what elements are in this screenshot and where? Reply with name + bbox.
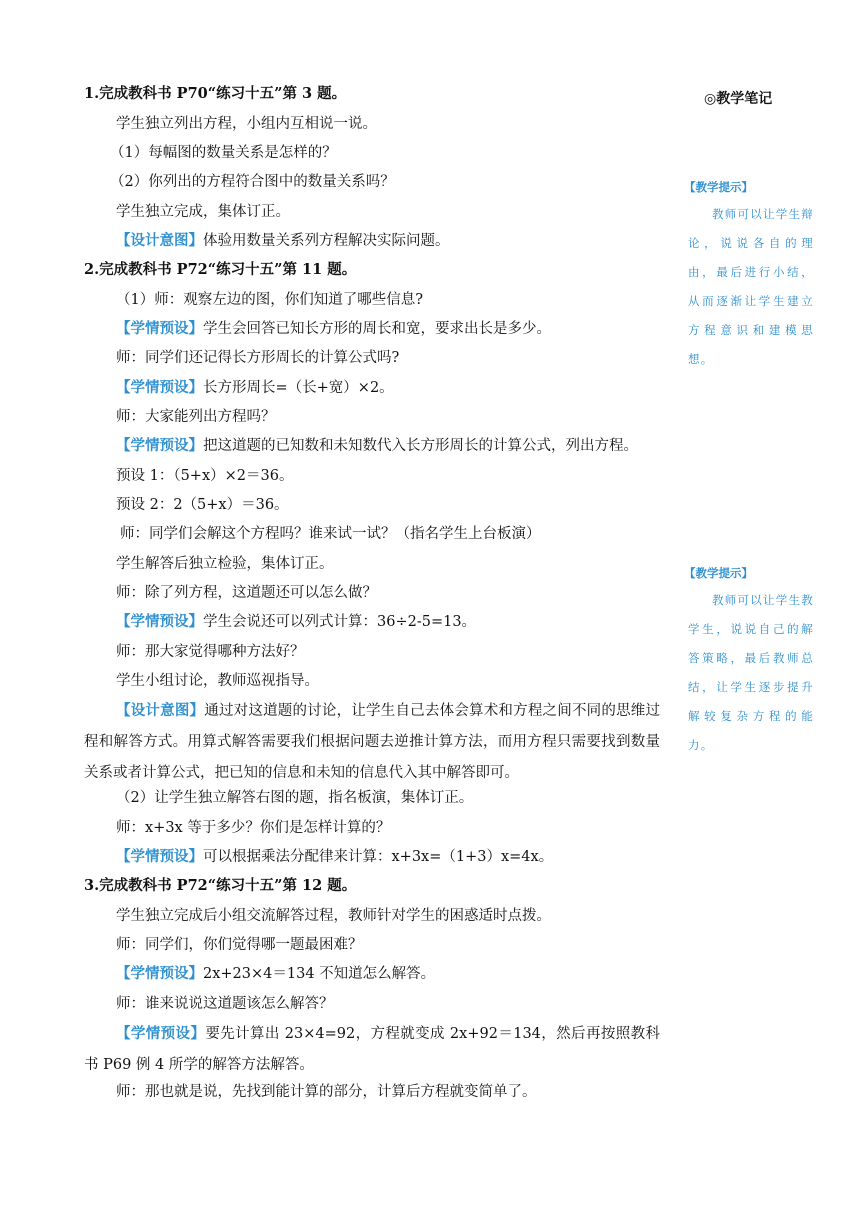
learning-preset-tag: 【学情预设】: [116, 613, 203, 630]
learning-preset-tag: 【学情预设】: [116, 1025, 206, 1042]
teaching-tip-text: 教师可以让学生教学生，说说自己的解答策略，最后教师总结，让学生逐步提升解较复杂方程的能力。: [688, 593, 814, 752]
paragraph: 师：除了列方程，这道题还可以怎么做？: [116, 585, 377, 601]
paragraph: （2）让学生独立解答右图的题，指名板演，集体订正。: [116, 790, 474, 806]
learning-preset: [116, 612, 476, 632]
paragraph: 师：同学们，你们觉得哪一题最困难？: [116, 937, 363, 953]
teaching-tip-1: [684, 178, 814, 374]
paragraph: 学生独立完成后小组交流解答过程，教师针对学生的困惑适时点拨。: [116, 908, 551, 924]
paragraph: 学生解答后独立检验，集体订正。: [116, 556, 334, 572]
learning-preset: [116, 847, 553, 867]
paragraph: 师：同学们会解这个方程吗？谁来试一试？（指名学生上台板演）: [120, 526, 541, 542]
learning-preset-text: 2x+23×4＝134 不知道怎么解答。: [203, 966, 436, 982]
paragraph: 学生小组讨论，教师巡视指导。: [116, 673, 319, 689]
learning-preset-text: 可以根据乘法分配律来计算：x+3x=（1+3）x=4x。: [203, 849, 554, 865]
design-intent: [84, 695, 660, 789]
teaching-tip-text: 教师可以让学生辩论，说说各自的理由，最后进行小结，从而逐渐让学生建立方程意识和建模思想。: [688, 207, 814, 366]
section-2-title: 2.完成教科书 P72“练习十五”第 11 题。: [84, 261, 357, 278]
teaching-tip-2: [684, 564, 814, 760]
learning-preset-text: 学生会回答已知长方形的周长和宽，要求出长是多少。: [203, 321, 551, 337]
teaching-notes-title: ◎教学笔记: [704, 91, 773, 107]
learning-preset-text: 把这道题的已知数和未知数代入长方形周长的计算公式，列出方程。: [203, 438, 638, 454]
learning-preset-text: 学生会说还可以列式计算：36÷2-5=13。: [203, 614, 477, 630]
paragraph: （1）师：观察左边的图，你们知道了哪些信息?: [116, 292, 423, 308]
paragraph: 预设 1：（5+x）×2＝36。: [116, 468, 294, 484]
paragraph: 学生独立完成，集体订正。: [116, 204, 290, 220]
learning-preset: [116, 378, 394, 398]
section-1-title: 1.完成教科书 P70“练习十五”第 3 题。: [84, 85, 347, 102]
design-intent-tag: 【设计意图】: [116, 702, 205, 719]
paragraph: 学生独立列出方程，小组内互相说一说。: [116, 116, 377, 132]
learning-preset-tag: 【学情预设】: [116, 320, 203, 337]
design-intent-tag: 【设计意图】: [116, 232, 203, 249]
paragraph: 师：那大家觉得哪种方法好？: [116, 644, 305, 660]
learning-preset: [84, 1018, 660, 1081]
learning-preset-tag: 【学情预设】: [116, 437, 203, 454]
design-intent: [116, 231, 450, 251]
learning-preset-tag: 【学情预设】: [116, 965, 203, 982]
paragraph: 师：大家能列出方程吗？: [116, 409, 276, 425]
paragraph: （1）每幅图的数量关系是怎样的？: [110, 145, 337, 161]
paragraph: 预设 2：2（5+x）＝36。: [116, 497, 289, 513]
paragraph: 师：同学们还记得长方形周长的计算公式吗?: [116, 350, 400, 366]
design-intent-text: 通过对这道题的讨论，让学生自己去体会算术和方程之间不同的思维过程和解答方式。用算式解答需要我们根据问题去逆推计算方法，而用方程只需要找到数量关系或者计算公式，把已知的信息和未知的信息代入其中解答即可。: [84, 703, 660, 781]
paragraph: （2）你列出的方程符合图中的数量关系吗？: [110, 174, 395, 190]
paragraph: 师：谁来说说这道题该怎么解答？: [116, 996, 334, 1012]
learning-preset-tag: 【学情预设】: [116, 848, 203, 865]
learning-preset-text: 长方形周长=（长+宽）×2。: [203, 380, 394, 396]
paragraph: 师：那也就是说，先找到能计算的部分，计算后方程就变简单了。: [116, 1084, 537, 1100]
learning-preset-text: 要先计算出 23×4=92，方程就变成 2x+92＝134，然后再按照教科书 P69 例 4 所学的解答方法解答。: [84, 1026, 661, 1073]
learning-preset: [116, 436, 638, 456]
learning-preset: [116, 319, 551, 339]
learning-preset: [116, 964, 435, 984]
paragraph: 师：x+3x 等于多少？你们是怎样计算的？: [116, 820, 391, 836]
teaching-tip-title: 【教学提示】: [684, 566, 753, 580]
teaching-tip-title: 【教学提示】: [684, 180, 753, 194]
design-intent-text: 体验用数量关系列方程解决实际问题。: [203, 233, 450, 249]
learning-preset-tag: 【学情预设】: [116, 379, 203, 396]
section-3-title: 3.完成教科书 P72“练习十五”第 12 题。: [84, 877, 357, 894]
